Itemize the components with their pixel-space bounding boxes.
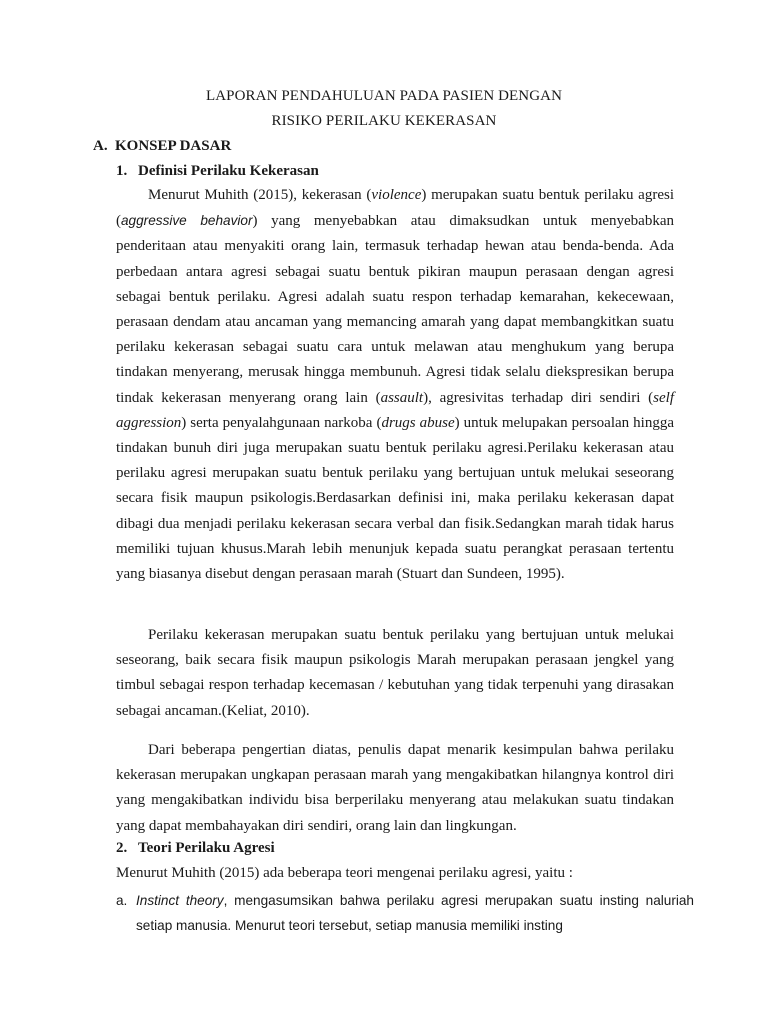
paragraph-behavior: Perilaku kekerasan merupakan suatu bentuk perilaku yang bertujuan untuk melukai seseorang, baik secara fisik maupun psikologis Marah merupakan perasaan jengkel yang timbul sebagai respon terhadap kecemasan / kebutuhan yang tidak terpenuhi yang dirasakan sebagai ancaman.(Keliat, 2010). <box>116 627 674 719</box>
subsection-2-marker: 2. <box>116 840 128 856</box>
list-item-a-marker: a. <box>116 893 128 908</box>
p1-italic-violence: violence <box>371 187 422 203</box>
p1-italic-aggressive-behavior: aggressive behavior <box>121 213 253 229</box>
section-a-label: KONSEP DASAR <box>115 138 232 154</box>
section-a-marker: A. <box>93 138 108 154</box>
p1-italic-self-aggression: self aggression <box>116 389 674 431</box>
document-title-line-1: LAPORAN PENDAHULUAN PADA PASIEN DENGAN <box>205 88 563 104</box>
p1-italic-assault: assault <box>380 389 424 406</box>
subsection-2-heading <box>116 840 275 857</box>
list-item-a <box>116 888 694 938</box>
list-item-a-italic: Instinct theory <box>136 893 224 908</box>
p1-text-2: ) merupakan suatu bentuk perilaku agresi ( <box>116 187 674 230</box>
subsection-1-label: Definisi Perilaku Kekerasan <box>138 163 319 179</box>
list-item-a-text: , mengasumsikan bahwa perilaku agresi merupakan suatu insting naluriah setiap manusia. Menurut teori tersebut, setiap manusia memiliki insting <box>136 893 694 934</box>
section-a-heading <box>93 138 231 155</box>
p1-text-4: ), agresivitas terhadap diri sendiri ( <box>423 389 654 406</box>
p1-italic-drugs-abuse: drugs abuse <box>381 414 455 431</box>
subsection-2-label: Teori Perilaku Agresi <box>138 840 275 856</box>
document-title-line-2: RISIKO PERILAKU KEKERASAN <box>271 113 497 129</box>
paragraph-conclusion: Dari beberapa pengertian diatas, penulis dapat menarik kesimpulan bahwa perilaku kekerasan merupakan ungkapan perasaan marah yang mengakibatkan hilangnya kontrol diri yang mengakibatkan individu bisa berperilaku menyerang atau melakukan suatu tindakan yang dapat membahayakan diri sendiri, orang lain dan lingkungan. <box>116 742 674 834</box>
paragraph-definition <box>116 183 674 587</box>
subsection-1-heading <box>116 163 319 180</box>
p1-text-5: ) serta penyalahgunaan narkoba ( <box>181 414 382 431</box>
p1-text-1: Menurut Muhith (2015), kekerasan ( <box>148 187 372 203</box>
theory-intro: Menurut Muhith (2015) ada beberapa teori mengenai perilaku agresi, yaitu : <box>116 865 573 881</box>
p1-text-6: ) untuk melupakan persoalan hingga tindakan bunuh diri juga merupakan suatu bentuk perilaku agresi.Perilaku kekerasan atau perilaku agresi merupakan suatu bentuk perilaku yang bertujuan untuk melukai seseorang secara fisik maupun psikologis.Berdasarkan definisi ini, maka perilaku kekerasan dapat dibagi dua menjadi perilaku kekerasan secara verbal dan fisik.Sedangkan marah tidak harus memiliki tujuan khusus.Marah lebih menunjuk kepada suatu perangkat perasaan tertentu yang biasanya disebut dengan perasaan marah (Stuart dan Sundeen, 1995). <box>116 414 674 583</box>
p1-text-3: ) yang menyebabkan atau dimaksudkan untuk menyebabkan penderitaan atau menyakiti orang lain, termasuk terhadap hewan atau benda-benda. Ada perbedaan antara agresi sebagai suatu bentuk pikiran maupun perasaan dengan agresi sebagai bentuk perilaku. Agresi adalah suatu respon terhadap kemarahan, kekecewaan, perasaan dendam atau ancaman yang memancing amarah yang dapat membangkitkan suatu perilaku kekerasan sebagai suatu cara untuk melawan atau menghukum yang berupa tindakan menyerang, merusak hingga membunuh. Agresi tidak selalu diekspresikan berupa tindak kekerasan menyerang orang lain ( <box>116 213 674 406</box>
subsection-1-marker: 1. <box>116 163 128 179</box>
